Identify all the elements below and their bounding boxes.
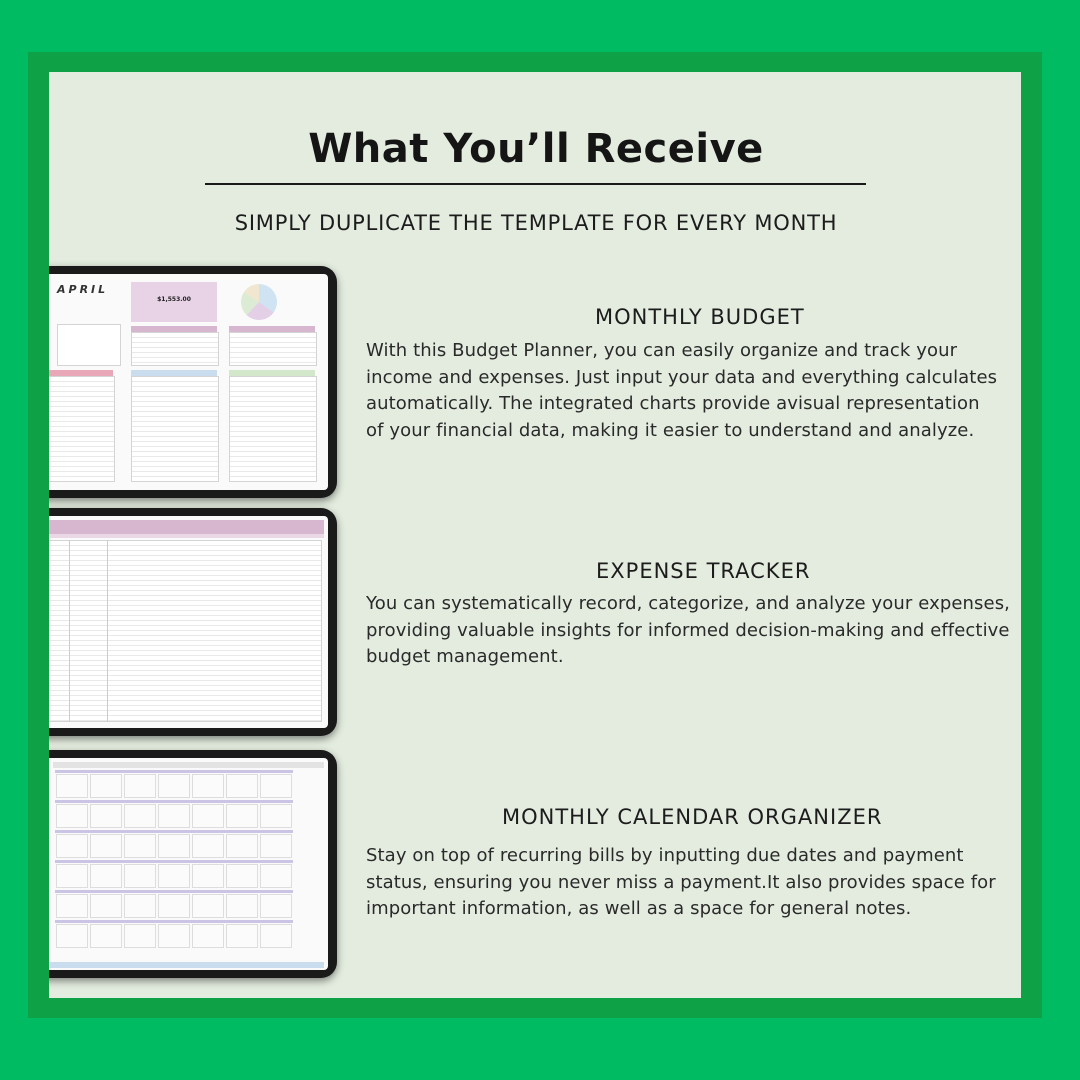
calendar-day-cell	[226, 924, 258, 948]
savings-table	[229, 332, 317, 366]
calendar-day-cell	[56, 864, 88, 888]
expense-tracker-subheader	[49, 534, 324, 538]
expense-column-divider-2	[107, 540, 108, 722]
budget-sheet-screen	[49, 274, 328, 490]
calendar-day-cell	[56, 774, 88, 798]
calendar-day-cell	[158, 834, 190, 858]
calendar-week-band	[55, 800, 293, 803]
bills-table	[229, 376, 317, 482]
calendar-day-cell	[124, 924, 156, 948]
calendar-week-band	[55, 860, 293, 863]
calendar-day-cell	[90, 774, 122, 798]
calendar-day-cell	[260, 924, 292, 948]
calendar-day-cell	[260, 834, 292, 858]
weekday-header	[53, 762, 324, 768]
calendar-day-cell	[158, 774, 190, 798]
calendar-day-cell	[260, 894, 292, 918]
expense-tracker-heading: EXPENSE TRACKER	[596, 559, 811, 583]
expense-tracker-screen	[49, 516, 328, 728]
calendar-tablet-mockup	[49, 750, 337, 978]
page-subtitle: SIMPLY DUPLICATE THE TEMPLATE FOR EVERY MONTH	[234, 211, 838, 235]
calendar-footer-bar	[49, 962, 324, 968]
expense-tracker-header	[49, 520, 324, 534]
calendar-day-cell	[90, 864, 122, 888]
calendar-day-cell	[260, 804, 292, 828]
calendar-day-cell	[192, 804, 224, 828]
calendar-day-cell	[192, 834, 224, 858]
calendar-day-cell	[158, 924, 190, 948]
calendar-day-cell	[124, 834, 156, 858]
calendar-organizer-heading: MONTHLY CALENDAR ORGANIZER	[502, 805, 883, 829]
calendar-day-cell	[192, 894, 224, 918]
calendar-week-band	[55, 830, 293, 833]
amount-left-value: $1,553.00	[157, 296, 191, 303]
calendar-day-cell	[226, 864, 258, 888]
calendar-day-cell	[192, 924, 224, 948]
calendar-day-cell	[124, 894, 156, 918]
calendar-day-cell	[226, 804, 258, 828]
expense-tracker-tablet-mockup	[49, 508, 337, 736]
calendar-day-cell	[192, 774, 224, 798]
calendar-day-cell	[158, 804, 190, 828]
page-title: What You’ll Receive	[308, 126, 764, 172]
calendar-day-cell	[56, 894, 88, 918]
calendar-day-cell	[124, 774, 156, 798]
calendar-day-cell	[56, 834, 88, 858]
calendar-day-cell	[90, 924, 122, 948]
calendar-week-band	[55, 890, 293, 893]
calendar-organizer-description: Stay on top of recurring bills by inputting due dates and payment status, ensuring you never miss a payment.It also provides space for important information, as well as a space for general notes.	[366, 845, 996, 919]
budget-pie-chart	[241, 284, 277, 320]
calendar-day-cell	[90, 804, 122, 828]
calendar-day-cell	[226, 834, 258, 858]
income-table	[131, 332, 219, 366]
expense-summary-table	[49, 376, 115, 482]
calendar-day-cell	[260, 774, 292, 798]
calendar-week-band	[55, 770, 293, 773]
calendar-day-cell	[158, 864, 190, 888]
calendar-day-cell	[192, 864, 224, 888]
calendar-day-cell	[56, 804, 88, 828]
expense-column-divider-1	[69, 540, 70, 722]
calendar-day-cell	[124, 864, 156, 888]
title-underline	[205, 183, 866, 185]
amount-left-box	[131, 282, 217, 322]
calendar-day-cell	[90, 834, 122, 858]
calendar-day-cell	[226, 774, 258, 798]
month-label: APRIL	[57, 283, 109, 296]
cashflow-chart	[57, 324, 121, 366]
calendar-day-cell	[124, 804, 156, 828]
calendar-day-cell	[226, 894, 258, 918]
expenses-table	[131, 376, 219, 482]
monthly-budget-description: With this Budget Planner, you can easily organize and track your income and expenses. Just input your data and everything calculates automatically. The integrated charts provide avisual representation of your financial data, making it easier to understand and analyze.	[366, 340, 998, 441]
budget-tablet-mockup	[49, 266, 337, 498]
calendar-week-band	[55, 920, 293, 923]
calendar-day-cell	[56, 924, 88, 948]
expense-tracker-description: You can systematically record, categorize, and analyze your expenses, providing valuable insights for informed decision-making and effective budget management.	[366, 593, 1010, 667]
expense-tracker-rows	[49, 540, 322, 722]
calendar-day-cell	[260, 864, 292, 888]
calendar-day-cell	[90, 894, 122, 918]
calendar-day-cell	[158, 894, 190, 918]
calendar-screen	[49, 758, 328, 970]
monthly-budget-heading: MONTHLY BUDGET	[595, 305, 805, 329]
